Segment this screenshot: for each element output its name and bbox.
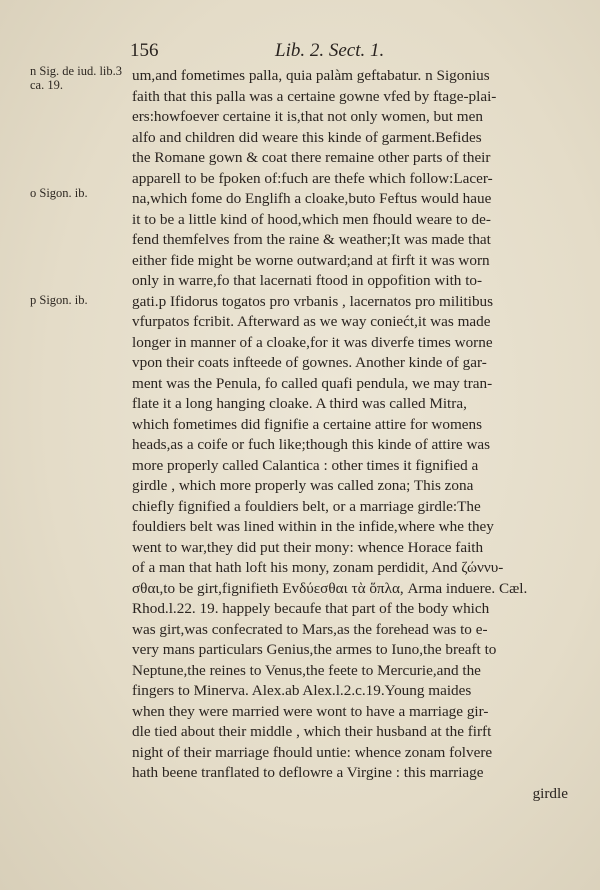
text-line: girdle [532,784,568,802]
text-line: na,which fome do Englifh a cloake,buto Feftus would haue [132,190,492,207]
text-line: was girt,was confecrated to Mars,as the forehead was to e- [132,620,488,638]
text-line: more properly called Calantica : other times it fignified a [132,456,479,474]
text-line: girdle , which more properly was called zona; This zona [132,477,474,494]
text-line: Neptune,the reines to Venus,the feete to Mercurie,and the [132,661,481,679]
marginal-note: p Sigon. ib. [30,293,88,307]
text-line: which fometimes did fignifie a certaine attire for womens [132,415,483,433]
marginal-note: n Sig. de iud. lib.3 ca. 19. [30,64,123,92]
text-line: σθαι,to be girt,fignifieth Evδύεσθαι τὰ ὅπλα, Arma induere. Cæl. [132,579,528,597]
text-line: night of their marriage fhould untie: whence zonam folvere [132,743,493,761]
text-line: vpon their coats infteede of gownes. Another kinde of gar- [132,354,487,371]
text-line: only in warre,fo that lacernati ftood in oppofition with to- [132,272,483,289]
text-line: fouldiers belt was lined within in the infide,where whe they [132,518,494,535]
text-line: alfo and children did weare this kinde of garment.Befides [132,128,482,146]
text-line: fingers to Minerva. Alex.ab Alex.l.2.c.19.Young maides [132,682,472,699]
text-line: flate it a long hanging cloake. A third was called Mitra, [132,395,467,412]
text-line: faith that this palla was a certaine gowne vfed by ftage-plai- [132,87,497,105]
page-number: 156 [130,40,159,61]
text-line: apparell to be fpoken of:fuch are thefe which follow:Lacer- [132,169,493,187]
text-line: heads,as a coife or fuch like;though this kinde of attire was [132,436,491,453]
text-line: dle tied about their middle , which their husband at the firft [132,723,492,740]
running-title: Lib. 2. Sect. 1. [275,40,385,61]
text-line: when they were married were wont to have a marriage gir- [132,702,489,720]
marginal-note: o Sigon. ib. [30,186,88,200]
text-line: ment was the Penula, fo called quafi pendula, we may tran- [132,374,493,392]
text-line: gati.p Ifidorus togatos pro vrbanis , lacernatos pro militibus [132,292,494,310]
text-line: um,and fometimes palla, quia palàm geftabatur. n Sigonius [132,67,490,84]
page-header [130,40,570,68]
text-line: it to be a little kind of hood,which men fhould weare to de- [132,210,491,228]
body-text [132,66,572,804]
text-line: longer in manner of a cloake,for it was diverfe times worne [132,333,493,351]
text-line: Rhod.l.22. 19. happely becaufe that part of the body which [132,600,490,617]
text-line: either fide might be worne outward;and at firft it was worn [132,251,490,269]
text-line: ers:howfoever certaine it is,that not only women, but men [132,108,483,125]
text-line: fend themfelves from the raine & weather;It was made that [132,231,491,248]
text-line: of a man that hath loft his mony, zonam perdidit, And ζώννυ- [132,559,504,576]
text-line: went to war,they did put their mony: whence Horace faith [132,538,484,556]
text-line: hath beene tranflated to deflowre a Virgine : this marriage [132,764,484,781]
text-line: the Romane gown & coat there remaine other parts of their [132,149,491,166]
text-line: chiefly fignified a fouldiers belt, or a marriage girdle:The [132,497,481,515]
text-line: vfurpatos fcribit. Afterward as we way coniećt,it was made [132,313,491,330]
text-line: very mans particulars Genius,the armes to Iuno,the breaft to [132,641,497,658]
